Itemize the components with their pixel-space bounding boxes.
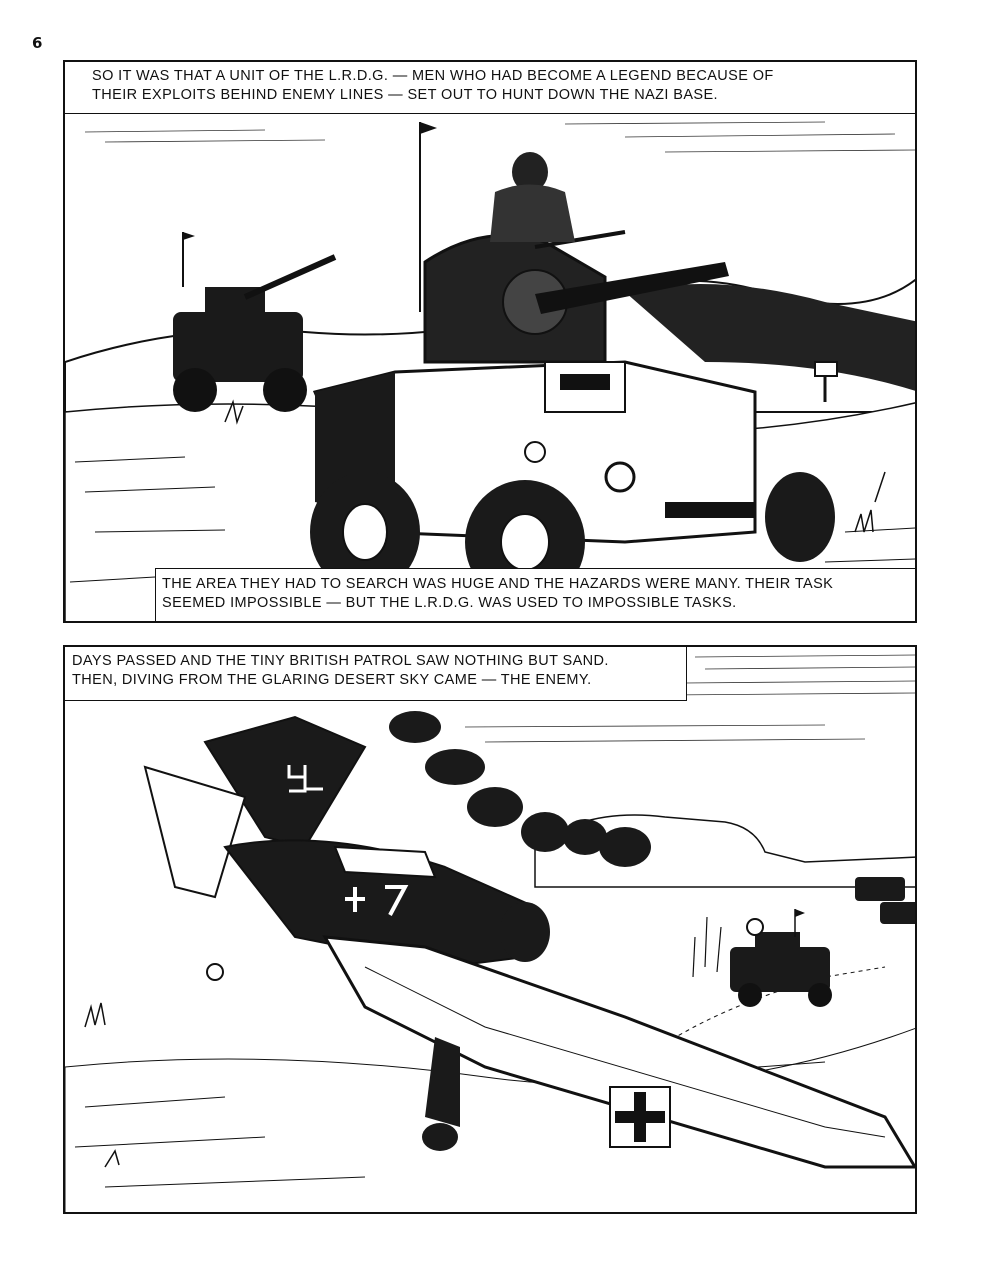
- caption-line: SEEMED IMPOSSIBLE — BUT THE L.R.D.G. WAS USED TO IMPOSSIBLE TASKS.: [162, 595, 737, 611]
- dive-bomber-illustration: [65, 647, 917, 1214]
- armoured-car-illustration: [65, 62, 917, 623]
- caption-line: THEN, DIVING FROM THE GLARING DESERT SKY CAME — THE ENEMY.: [72, 672, 592, 688]
- caption-box: [155, 568, 917, 622]
- page-number: 6: [32, 34, 43, 52]
- caption-box: [63, 60, 917, 114]
- comic-panel-armoured-cars: [63, 60, 917, 623]
- patrol-armoured-car: [693, 909, 832, 1007]
- caption-line: SO IT WAS THAT A UNIT OF THE L.R.D.G. — MEN WHO HAD BECOME A LEGEND BECAUSE OF: [92, 68, 774, 84]
- caption-line: DAYS PASSED AND THE TINY BRITISH PATROL SAW NOTHING BUT SAND.: [72, 653, 609, 669]
- caption-line: THE AREA THEY HAD TO SEARCH WAS HUGE AND THE HAZARDS WERE MANY. THEIR TASK: [162, 576, 834, 592]
- comic-panel-stuka-attack: [63, 645, 917, 1214]
- caption-line: THEIR EXPLOITS BEHIND ENEMY LINES — SET OUT TO HUNT DOWN THE NAZI BASE.: [92, 87, 718, 103]
- caption-box: [63, 645, 687, 701]
